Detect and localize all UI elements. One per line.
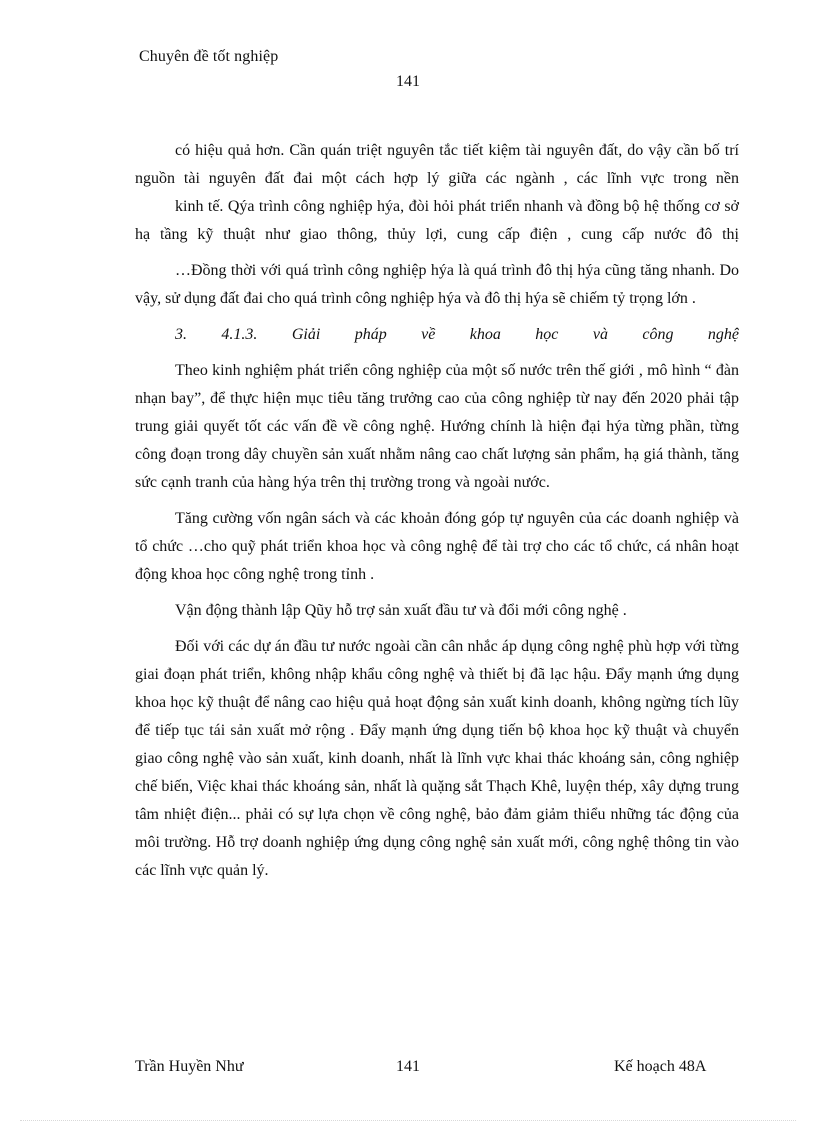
paragraph-6: Vận động thành lập Qũy hỗ trợ sản xuất đầu tư và đổi mới công nghệ .	[175, 602, 627, 619]
footer-class-name: Kế hoạch 48A	[614, 1058, 707, 1075]
document-header-title: Chuyên đề tốt nghiệp	[139, 48, 279, 65]
paragraph-4: Theo kinh nghiệm phát triển công nghiệp của một số nước trên thế giới , mô hình “ đàn nhạn bay”, để thực hiện mục tiêu tăng trưởng cao của công nghiệp từ nay đến 2020 phải tập trung giải quyết tốt các vấn đề về công nghệ. Hướng chính là hiện đại hýa từng phần, từng công đoạn trong dây chuyền sản xuất nhằm nâng cao chất lượng sản phẩm, hạ giá thành, tăng sức cạnh tranh của hàng hýa trên thị trường trong và ngoài nước.	[135, 362, 739, 491]
footer-author: Trần Huyền Như	[135, 1058, 244, 1075]
paragraph-7: Đối với các dự án đầu tư nước ngoài cần cân nhắc áp dụng công nghệ phù hợp với từng giai đoạn phát triển, không nhập khẩu công nghệ và thiết bị đã lạc hậu. Đẩy mạnh ứng dụng khoa học kỹ thuật để nâng cao hiệu quả hoạt động sản xuất kinh doanh, không ngừng tích lũy để tiếp tục tái sản xuất mở rộng . Đẩy mạnh ứng dụng tiến bộ khoa học kỹ thuật và chuyển giao công nghệ vào sản xuất, kinh doanh, nhất là lĩnh vực khai thác khoáng sản, công nghiệp chế biến, Việc khai thác khoáng sản, nhất là quặng sắt Thạch Khê, luyện thép, xây dựng trung tâm nhiệt điện... phải có sự lựa chọn về công nghệ, bảo đảm giảm thiểu những tác động của môi trường. Hỗ trợ doanh nghiệp ứng dụng công nghệ sản xuất mới, công nghệ thông tin vào các lĩnh vực quản lý.	[135, 638, 739, 879]
paragraph-5: Tăng cường vốn ngân sách và các khoản đóng góp tự nguyên của các doanh nghiệp và tổ chức …cho quỹ phát triển khoa học và công nghệ để tài trợ cho các tổ chức, cá nhân hoạt động khoa học công nghệ trong tỉnh .	[135, 510, 739, 583]
section-heading: 3. 4.1.3. Giải pháp về khoa học và công nghệ	[175, 326, 739, 343]
page-number-top: 141	[396, 73, 420, 90]
footer-page-number: 141	[396, 1058, 420, 1075]
paragraph-2: kinh tế. Qýa trình công nghiệp hýa, đòi hỏi phát triển nhanh và đồng bộ hệ thống cơ sở hạ tầng kỹ thuật như giao thông, thủy lợi, cung cấp điện , cung cấp nước đô thị	[135, 198, 739, 243]
paragraph-3: …Đồng thời với quá trình công nghiệp hýa là quá trình đô thị hýa cũng tăng nhanh. Do vậy, sử dụng đất đai cho quá trình công nghiệp hýa và đô thị hýa sẽ chiếm tỷ trọng lớn .	[135, 262, 739, 307]
page-bottom-dotted-rule	[20, 1120, 796, 1121]
document-footer	[0, 1058, 816, 1078]
paragraph-1: có hiệu quả hơn. Cần quán triệt nguyên tắc tiết kiệm tài nguyên đất, do vậy cần bố trí nguồn tài nguyên đất đai một cách hợp lý giữa các ngành , các lĩnh vực trong nền	[135, 142, 739, 187]
document-body	[135, 137, 739, 885]
